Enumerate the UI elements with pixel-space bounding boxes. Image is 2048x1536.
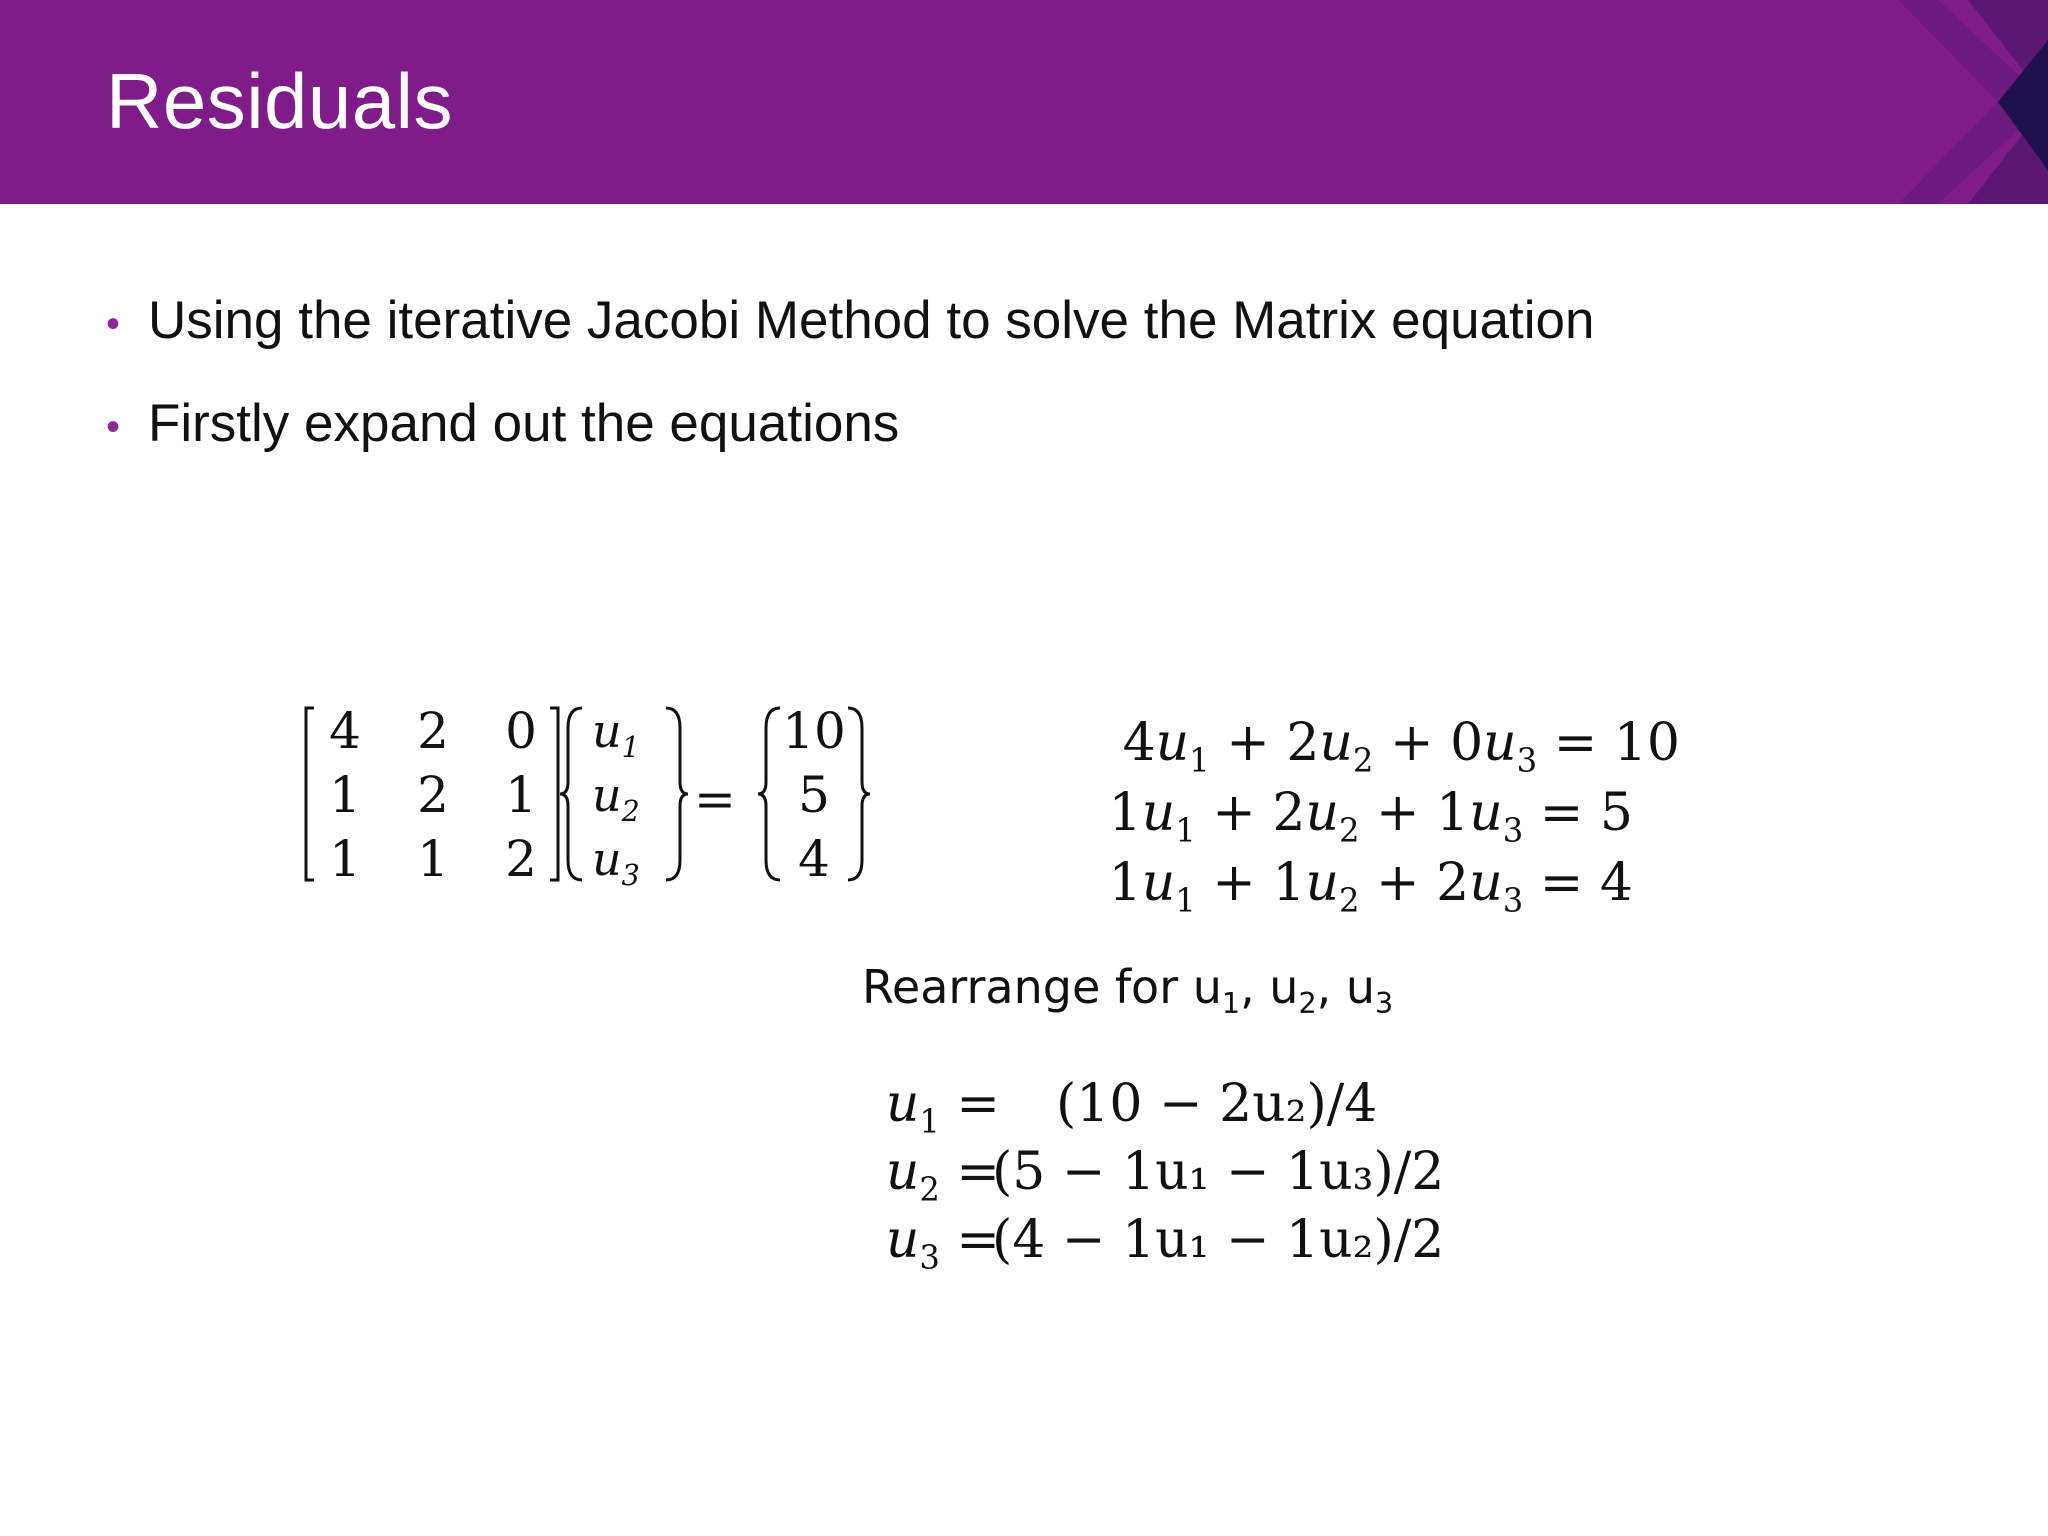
vector-b-entry: 10 — [782, 702, 846, 760]
equation-line: $1u_1 + 1u_2 + 2u_3 = 4$ — [1108, 853, 1633, 920]
rearranged-equation: $u_1$ = (10 − 2u₂)/4 — [885, 1074, 1378, 1141]
matrix-a-cell: 1 — [329, 830, 361, 888]
bullet-item — [106, 394, 1595, 500]
corner-decoration — [1848, 0, 2048, 204]
vector-u-entry: $u_1$ — [592, 704, 640, 764]
vector-u-entry: $u_2$ — [592, 768, 640, 828]
matrix-a-cell: 1 — [417, 830, 449, 888]
bullet-dot-icon: • — [106, 405, 121, 449]
rearrange-label: Rearrange for $u_1$, $u_2$, $u_3$ — [862, 960, 1394, 1020]
slide-header — [0, 0, 2048, 204]
rearranged-equations — [850, 1070, 1470, 1277]
equals-sign: = — [694, 770, 736, 828]
matrix-a-cell: 1 — [329, 766, 361, 824]
vector-b-entry: 5 — [798, 766, 830, 824]
bullet-list — [106, 291, 1595, 500]
rearranged-equation: $u_2$ = (5 − 1u₁ − 1u₃)/2 — [885, 1142, 1445, 1209]
matrix-a-cell: 4 — [329, 702, 361, 760]
rearranged-equation: $u_3$ = (4 − 1u₁ − 1u₂)/2 — [885, 1210, 1445, 1277]
equation-line: $4u_1 + 2u_2 + 0u_3 = 10$ — [1122, 713, 1680, 780]
equation-line: $1u_1 + 2u_2 + 1u_3 = 5$ — [1108, 783, 1633, 850]
bullet-dot-icon: • — [106, 302, 121, 346]
vector-b-entry: 4 — [798, 830, 830, 888]
expanded-equations — [1080, 708, 1680, 918]
bullet-text: Firstly expand out the equations — [148, 394, 900, 453]
slide-title: Residuals — [106, 57, 454, 145]
matrix-a-cell: 2 — [417, 766, 449, 824]
matrix-a-cell: 0 — [505, 702, 537, 760]
matrix-a-cell: 1 — [505, 766, 537, 824]
bullet-text: Using the iterative Jacobi Method to solve the Matrix equation — [148, 291, 1595, 350]
matrix-a-cell: 2 — [417, 702, 449, 760]
matrix-a-cell: 2 — [505, 830, 537, 888]
bullet-item — [106, 291, 1595, 397]
vector-u-entry: $u_3$ — [592, 832, 640, 892]
matrix-equation — [300, 700, 880, 900]
